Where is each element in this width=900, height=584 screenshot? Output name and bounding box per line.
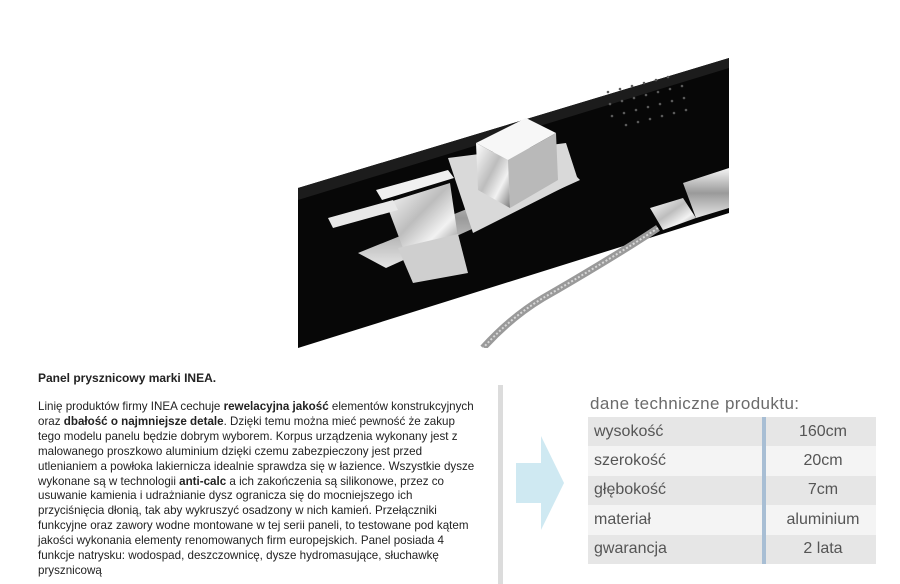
spec-value: aluminium [786,510,860,528]
description-title: Panel prysznicowy marki INEA. [38,371,217,385]
product-photo [298,58,729,348]
spec-label: głębokość [594,481,667,499]
description-body [38,400,478,579]
description-text: . Dzięki temu można mieć pewność że zakup tego modelu panelu będzie dobrym wyborem. Korpus urządzenia wykonany jest z malowanego proszkowo aluminium dzięki czemu zabezpieczony jest przed utlenianiem a powłoka lakiernicza idealnie sprawdza się w łazience. Wszystkie dysze wykonane są w technologii [38,414,475,488]
spec-label: wysokość [594,422,664,440]
spec-value: 7cm [807,481,839,499]
spec-row [588,535,876,564]
description-highlight: anti-calc [179,474,227,488]
right-arrow-icon [516,436,564,535]
description-highlight: dbałość o najmniejsze detale [63,414,224,428]
description-highlight: rewelacyjna jakość [223,400,329,413]
spec-row [588,476,876,505]
spec-column-separator [762,417,766,564]
description-text: a ich zakończenia są silikonowe, przez co usuwanie kamienia i udrażnianie dysz ogranicza się do mocniejszego ich przyciśnięcia dłonią, tak aby wykruszyć osadzony w nich kamień. Przełączniki funkcyjne oraz zawory wodne montowane w tej serii paneli, to testowane pod kątem jakości wykonania elementy renomowanych firm europejskich. Panel posiada 4 funkcje natrysku: wodospad, deszczownicę, dysze hydromasujące, słuchawkę prysznicową [38,474,469,577]
description-text: Linię produktów firmy INEA cechuje [38,400,224,413]
spec-label: gwarancja [594,540,667,558]
spec-label: szerokość [594,452,667,470]
description-text: elementów konstrukcyjnych oraz [38,400,474,428]
spec-value: 20cm [803,452,843,470]
spec-value: 2 lata [803,540,843,558]
tech-specs-table [588,417,876,564]
tech-specs-title: dane techniczne produktu: [590,394,800,413]
spec-value: 160cm [798,422,848,440]
vertical-divider [498,385,503,584]
spec-row [588,505,876,534]
spec-row [588,446,876,475]
spec-label: materiał [594,510,651,528]
spec-row [588,417,876,446]
